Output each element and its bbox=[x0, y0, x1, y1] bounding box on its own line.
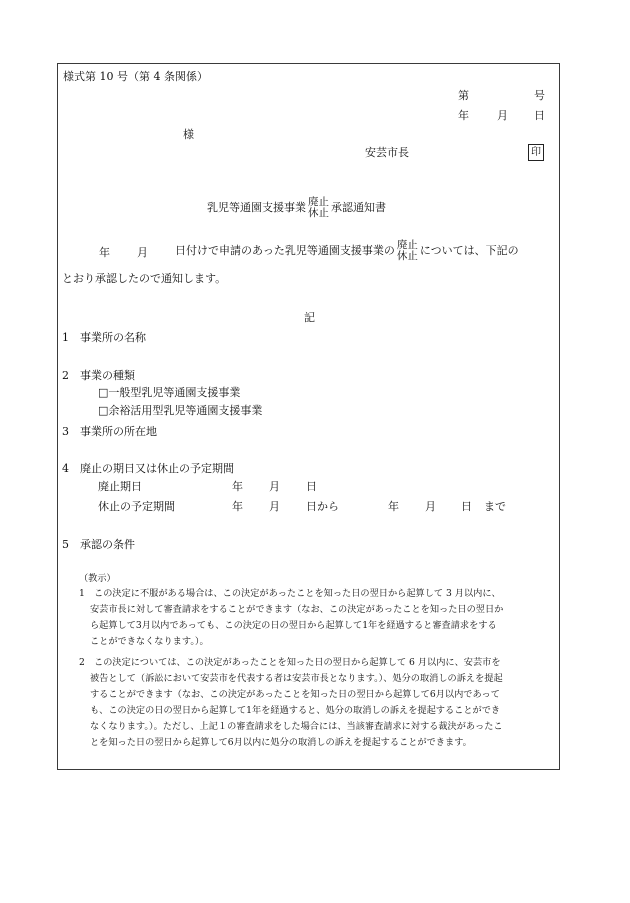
body-option-haishi: 廃止 bbox=[396, 239, 418, 251]
item-5: 5 承認の条件 bbox=[62, 538, 135, 551]
notice-heading: （教示） bbox=[79, 573, 116, 584]
date-year: 年 bbox=[458, 109, 469, 122]
title-option-haishi: 廃止 bbox=[308, 196, 329, 208]
item-4-kyushi-from: 日から bbox=[306, 500, 339, 513]
seal-mark: 印 bbox=[528, 144, 544, 161]
item-2-option-surplus: □余裕活用型乳児等通園支援事業 bbox=[98, 404, 263, 417]
document-title bbox=[207, 197, 386, 219]
item-4-kyushi-day2: 日 bbox=[461, 500, 472, 513]
body-line2: とおり承認したので通知します。 bbox=[62, 272, 227, 285]
notice-1-line-3: ら起算して3月以内であっても、この決定の日の翌日から起算して1年を経過すると審査請求をする bbox=[90, 620, 497, 631]
notice-2-line-6: とを知った日の翌日から起算して6月以内に処分の取消しの訴えを提起することができます。 bbox=[90, 737, 472, 748]
notice-2-line-5: なくなります。）。ただし、上記１の審査請求をした場合には、当該審査請求に対する裁決があったこ bbox=[90, 721, 503, 732]
item-2-option-general: □一般型乳児等通園支援事業 bbox=[98, 386, 241, 399]
title-option-stack bbox=[308, 197, 329, 219]
item-4-haishi-day: 日 bbox=[306, 480, 317, 493]
title-suffix: 承認通知書 bbox=[331, 201, 386, 214]
item-4-kyushi-year: 年 bbox=[232, 500, 243, 513]
item-4-kyushi-year2: 年 bbox=[388, 500, 399, 513]
item-4-kyushi-month: 月 bbox=[269, 500, 280, 513]
item-4-kyushi-month2: 月 bbox=[425, 500, 436, 513]
item-4-haishi-year: 年 bbox=[232, 480, 243, 493]
item-2: 2 事業の種類 bbox=[62, 369, 135, 382]
body-month: 月 bbox=[137, 246, 148, 259]
item-4: 4 廃止の期日又は休止の予定期間 bbox=[62, 462, 234, 475]
ki-heading: 記 bbox=[304, 311, 315, 324]
notice-1-line-4: ことができなくなります。）。 bbox=[90, 636, 209, 647]
item-1: 1 事業所の名称 bbox=[62, 331, 146, 344]
mayor-title: 安芸市長 bbox=[365, 146, 409, 159]
notice-2-line-3: することができます（なお、この決定があったことを知った日の翌日から起算して6月以内であって bbox=[90, 689, 500, 700]
notice-1-line-2: 安芸市長に対して審査請求をすることができます（なお、この決定があったことを知った日の翌日か bbox=[90, 604, 504, 615]
item-4-kyushi-until: まで bbox=[484, 500, 506, 513]
notice-2-line-1: 2 この決定については、この決定があったことを知った日の翌日から起算して 6 月以内に、安芸市を bbox=[79, 657, 501, 668]
title-prefix: 乳児等通園支援事業 bbox=[207, 201, 306, 214]
body-option-kyushi: 休止 bbox=[396, 250, 418, 262]
date-month: 月 bbox=[497, 109, 508, 122]
body-part1: 日付けで申請のあった乳児等通園支援事業の bbox=[175, 244, 395, 257]
body-part2: については、下記の bbox=[419, 244, 519, 257]
body-option-stack bbox=[397, 240, 418, 262]
item-4-haishi-month: 月 bbox=[269, 480, 280, 493]
addressee-sama: 様 bbox=[183, 128, 194, 141]
form-number: 様式第 10 号（第 4 条関係） bbox=[63, 70, 208, 83]
number-go: 号 bbox=[534, 89, 545, 102]
number-dai: 第 bbox=[458, 89, 469, 102]
notice-2-line-2: 被告として（訴訟において安芸市を代表する者は安芸市長となります。）、処分の取消しの訴えを提起 bbox=[90, 673, 503, 684]
notice-1-line-1: 1 この決定に不服がある場合は、この決定があったことを知った日の翌日から起算して 3 月以内に、 bbox=[79, 588, 501, 599]
title-option-kyushi: 休止 bbox=[308, 207, 329, 219]
body-year: 年 bbox=[99, 246, 110, 259]
item-3: 3 事業所の所在地 bbox=[62, 425, 157, 438]
notice-2-line-4: も、この決定の日の翌日から起算して1年を経過すると、処分の取消しの訴えを提起することができ bbox=[90, 705, 501, 716]
date-day: 日 bbox=[534, 109, 545, 122]
item-4-haishi-label: 廃止期日 bbox=[98, 480, 142, 493]
body-line1 bbox=[175, 240, 519, 262]
item-4-kyushi-label: 休止の予定期間 bbox=[98, 500, 175, 513]
